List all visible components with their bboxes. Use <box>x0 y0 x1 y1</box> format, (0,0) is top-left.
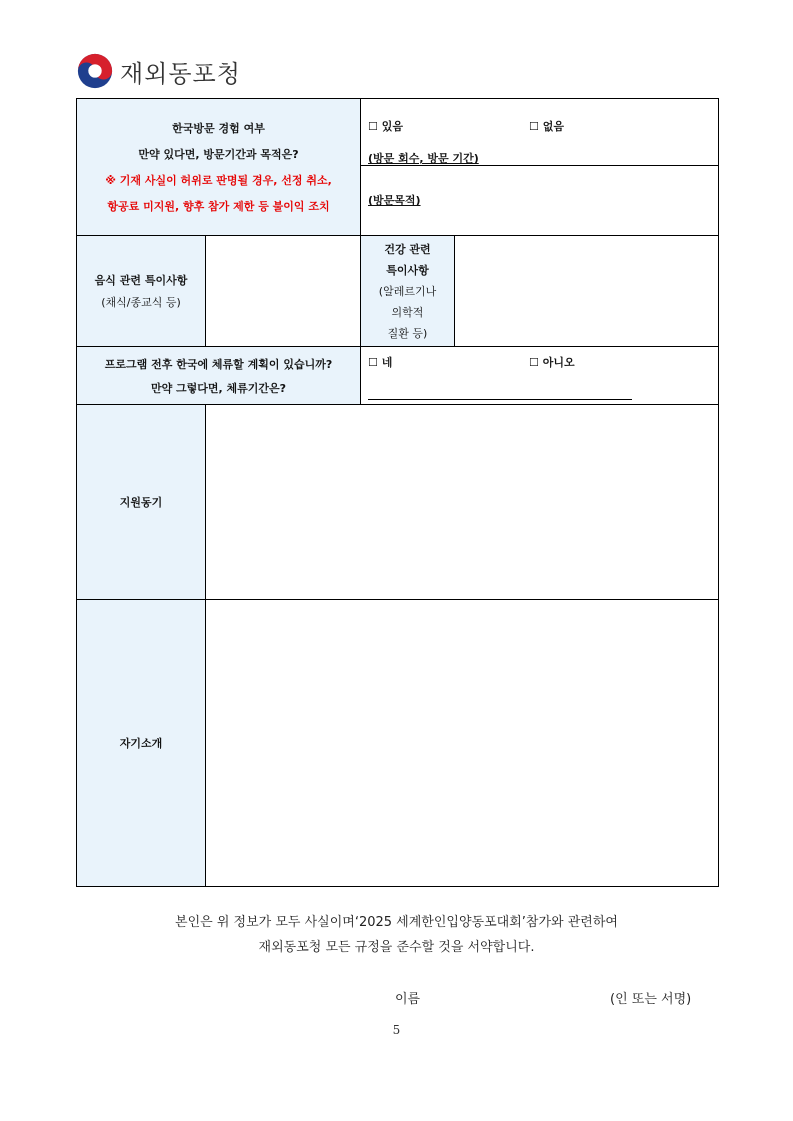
food-sub: (채식/종교식 등) <box>101 296 181 309</box>
visit-divider <box>361 165 719 166</box>
health-sub-line-3: 질환 등) <box>387 327 428 340</box>
stay-question-line-1: 프로그램 전후 한국에 체류할 계획이 있습니까? <box>104 357 333 371</box>
intro-answer-cell[interactable] <box>205 599 718 886</box>
warning-line-1: ※ 기재 사실이 허위로 판명될 경우, 선정 취소, <box>105 174 332 187</box>
visit-yes-checkbox[interactable]: ☐ 있음 <box>368 120 403 133</box>
health-sub-line-2: 의학적 <box>391 306 424 319</box>
application-form-table <box>76 98 719 887</box>
motivation-answer-cell[interactable] <box>205 404 718 599</box>
motivation-label: 지원동기 <box>119 496 163 509</box>
food-answer-cell[interactable] <box>205 235 360 346</box>
seal-label: (인 또는 서명) <box>610 992 692 1007</box>
food-label-cell <box>77 235 205 346</box>
declaration-line-2: 재외동포청 모든 규정을 준수할 것을 서약합니다. <box>258 940 535 955</box>
food-label: 음식 관련 특이사항 <box>94 274 188 287</box>
visit-no-checkbox[interactable]: ☐ 없음 <box>529 120 564 133</box>
motivation-label-cell <box>77 404 205 599</box>
warning-line-2: 항공료 미지원, 향후 참가 제한 등 불이익 조치 <box>107 200 330 213</box>
visit-answer-cell <box>360 99 718 235</box>
visit-question: 만약 있다면, 방문기간과 목적은? <box>138 148 299 161</box>
visit-label: 한국방문 경험 여부 <box>172 122 265 135</box>
health-sub-line-1: (알레르기나 <box>378 285 437 298</box>
intro-label: 자기소개 <box>119 737 163 750</box>
health-answer-cell[interactable] <box>454 235 718 346</box>
name-label: 이름 <box>395 992 421 1007</box>
stay-question-line-2: 만약 그렇다면, 체류기간은? <box>150 381 287 395</box>
stay-period-line[interactable] <box>368 399 632 400</box>
stay-no-checkbox[interactable]: ☐ 아니오 <box>529 356 575 369</box>
org-logo <box>76 52 241 90</box>
intro-label-cell <box>77 599 205 886</box>
taegeuk-emblem-icon <box>76 52 114 90</box>
stay-label-cell <box>77 346 360 404</box>
health-label-line-2: 특이사항 <box>386 264 429 277</box>
health-label-cell <box>360 235 454 346</box>
page-number: 5 <box>392 1023 401 1037</box>
org-name: 재외동포청 <box>120 59 241 88</box>
declaration-line-1: 본인은 위 정보가 모두 사실이며‘2025 세계한인입양동포대회’참가와 관련하여 <box>175 915 618 930</box>
stay-answer-cell <box>360 346 718 404</box>
visit-purpose-label: (방문목적) <box>368 194 421 207</box>
stay-yes-checkbox[interactable]: ☐ 네 <box>368 356 393 369</box>
visit-label-cell <box>77 99 360 235</box>
visit-count-label: (방문 회수, 방문 기간) <box>368 152 479 165</box>
health-label-line-1: 건강 관련 <box>384 243 431 256</box>
